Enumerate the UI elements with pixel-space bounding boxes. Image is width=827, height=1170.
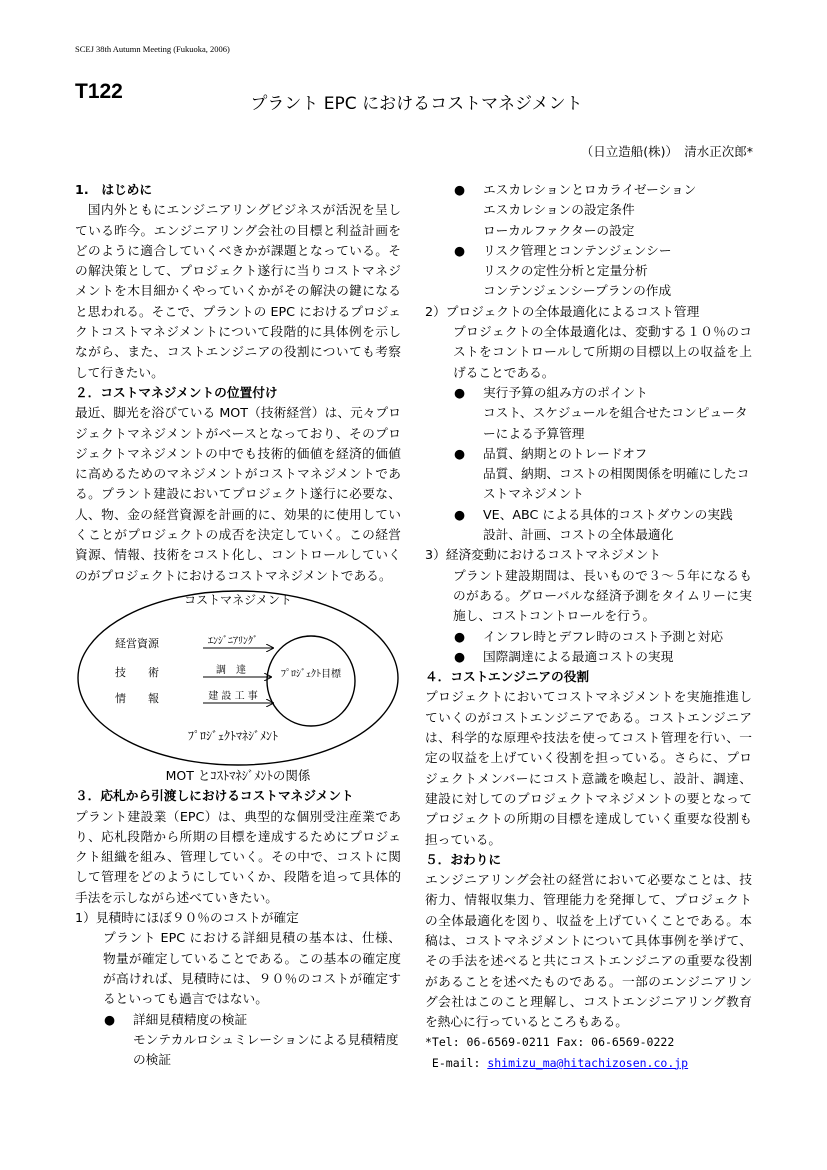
left-column <box>75 180 401 1070</box>
bullet-icon: ● <box>454 182 466 197</box>
section-3-heading: ３．応札から引渡しにおけるコストマネジメント <box>75 788 354 804</box>
section-2-body: 最近、脚光を浴びている MOT（技術経営）は、元々プロジェクトマネジメントがベースとなっており、そのプロジェクトマネジメントの中でも技術的価値を経済的価値に高めるためのマネジメントがコストマネジメントである。プラント建設においてプロジェクト遂行に必要な、人、物、金の経営資源を計画的に、効果的に使用していくことがプロジェクトの成否を決定していく。この経営資源、情報、技術をコスト化し、コントロールしていくのがプロジェクトにおけるコストマネジメントである。 <box>75 405 401 583</box>
bullet-subtext: モンテカルロシュミレーションによる見積精度の検証 <box>133 1031 399 1068</box>
item-1-heading: 1）見積時にほぼ９０％のコストが確定 <box>75 910 299 926</box>
project-target-circle <box>267 636 355 726</box>
inner-label: ﾌﾟﾛｼﾞｪｸﾄﾏﾈｼﾞﾒﾝﾄ <box>187 728 279 743</box>
section-5-heading: ５．おわりに <box>425 851 502 867</box>
contact-email-line <box>425 1053 752 1073</box>
bullet-subtext: エスカレションの設定条件 <box>483 202 635 218</box>
resource-label: 情 報 <box>115 691 159 705</box>
target-label: ﾌﾟﾛｼﾞｪｸﾄ目標 <box>281 668 341 680</box>
bullet-subtext: コンテンジェンシープランの作成 <box>483 283 672 299</box>
bullet-subtext: 設計、計画、コストの全体最適化 <box>483 527 674 543</box>
bullet-item: ● リスク管理とコンテンジェンシー <box>425 241 752 261</box>
authors: （日立造船(株)） 清水正次郎* <box>580 144 753 159</box>
item-3-heading: 3）経済変動におけるコストマネジメント <box>425 547 662 563</box>
arrow-label: 調 達 <box>216 664 246 676</box>
bullet-item: ● エスカレションとロカライゼーション <box>425 180 752 200</box>
arrow-label: ｴﾝｼﾞﾆｱﾘﾝｸﾞ <box>208 635 258 647</box>
bullet-item: ● 詳細見積精度の検証 <box>75 1010 401 1030</box>
paper-title: プラント EPC におけるコストマネジメント <box>250 94 583 114</box>
section-3-body: プラント建設業（EPC）は、典型的な個別受注産業であり、応札段階から所期の目標を達成するためにプロジェクト組織を組み、管理していく。その中で、コストに関して管理をどのようにしていくか、段階を追って具体的手法を示しながら述べていきたい。 <box>75 808 401 905</box>
resource-label: 経営資源 <box>115 636 159 650</box>
bullet-icon: ● <box>454 648 466 664</box>
section-4-heading: ４．コストエンジニアの役割 <box>425 669 590 685</box>
bullet-subtext: 品質、納期、コストの相関関係を明確にしたコストマネジメント <box>483 466 750 502</box>
item-3-body: プラント建設期間は、長いもので３～５年になるものがある。グローバルな経済予測をタイムリーに実施し、コストコントロールを行う。 <box>453 567 752 624</box>
contact-phone: *Tel: 06-6569-0211 Fax: 06-6569-0222 <box>425 1035 675 1050</box>
section-1-body: 国内外ともにエンジニアリングビジネスが活況を呈している昨今。エンジニアリング会社の目標と利益計画をどのように適合していくべきかが課題となっている。その解決策として、プロジェクト遂行に当りコストマネジメントを木目細かくやっていくかがその解決の鍵になると思われる。そこで、プラントの EPC におけるプロジェクトコストマネジメントについて段階的に具体例を示しながら、また、コストエンジニアの役割についても考察して行きたい。 <box>75 202 401 380</box>
bullet-subtext: コスト、スケジュールを組合せたコンピューターによる予算管理 <box>483 405 748 441</box>
section-5-body: エンジニアリング会社の経営において必要なことは、技術力、情報収集力、管理能力を発揮して、プロジェクトの全体最適化を図り、収益を上げていくことである。本稿は、コストマネジメントについて具体事例を挙げて、その手法を述べると共にコストエンジニアの重要な役割があることを述べたものである。一部のエンジニアリング会社はこのこと理解し、コストエンジニアリング教育を熱心に行っているところもある。 <box>425 872 752 1030</box>
bullet-icon: ● <box>454 242 466 258</box>
bullet-icon: ● <box>454 506 466 522</box>
bullet-item: ● 実行予算の組み方のポイント <box>425 383 752 403</box>
email-link[interactable]: shimizu_ma@hitachizosen.co.jp <box>487 1055 689 1070</box>
bullet-icon: ● <box>454 384 466 400</box>
item-2-body: プロジェクトの全体最適化は、変動する１０％のコストをコントロールして所期の目標以上の収益を上げることである。 <box>453 324 752 380</box>
mot-diagram <box>75 588 401 768</box>
right-column <box>425 180 752 1073</box>
paper-code: T122 <box>75 80 123 103</box>
bullet-icon: ● <box>454 628 466 644</box>
outer-label: コストマネジメント <box>184 592 292 607</box>
bullet-icon: ● <box>454 445 466 461</box>
resource-label: 技 術 <box>115 665 159 679</box>
section-4-body: プロジェクトにおいてコストマネジメントを実施推進していくのがコストエンジニアである。コストエンジニアは、科学的な原理や技法を使ってコスト管理を行い、一定の収益を上げていく役割を担っている。さらに、プロジェクトメンバーにコスト意識を喚起し、設計、調達、建設に対してのプロジェクトマネジメントの要となってプロジェクトの所期の目標を達成していく重要な役割も担っている。 <box>425 689 752 847</box>
figure-caption: MOT とｺｽﾄﾏﾈｼﾞﾒﾝﾄの関係 <box>165 767 311 783</box>
bullet-item: ● インフレ時とデフレ時のコスト予測と対応 <box>425 627 752 647</box>
bullet-item: ● 国際調達による最適コストの実現 <box>425 647 752 667</box>
bullet-subtext: ローカルファクターの設定 <box>483 222 635 238</box>
section-2-heading: ２．コストマネジメントの位置付け <box>75 384 278 400</box>
section-1-heading: 1. はじめに <box>75 182 153 197</box>
item-1-body: プラント EPC における詳細見積の基本は、仕様、物量が確定していることである。この基本の確定度が高ければ、見積時には、９０％のコストが確定するといっても過言ではない。 <box>103 930 401 1007</box>
bullet-icon: ● <box>104 1011 116 1027</box>
conference-label: SCEJ 38th Autumn Meeting (Fukuoka, 2006) <box>75 44 230 54</box>
bullet-item: ● 品質、納期とのトレードオフ <box>425 444 752 464</box>
bullet-subtext: リスクの定性分析と定量分析 <box>483 263 648 279</box>
bullet-item: ● VE、ABC による具体的コストダウンの実践 <box>425 505 752 525</box>
item-2-heading: 2）プロジェクトの全体最適化によるコスト管理 <box>425 303 700 319</box>
arrow-label: 建 設 工 事 <box>208 690 258 702</box>
email-label: E-mail: <box>425 1055 488 1070</box>
